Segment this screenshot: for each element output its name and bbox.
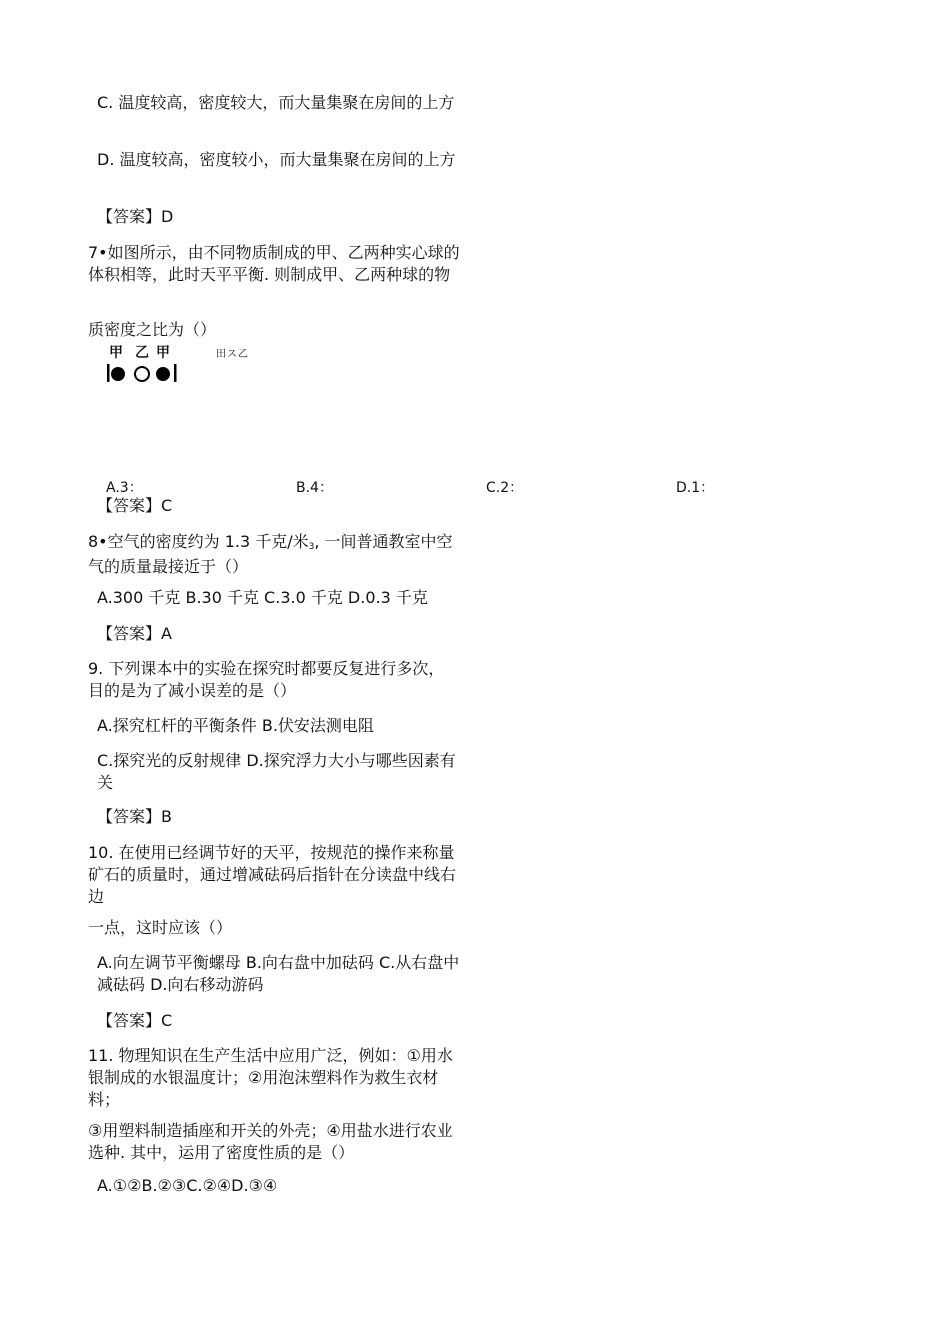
q7-stem: 7•如图所示，由不同物质制成的甲、乙两种实心球的体积相等，此时天平平衡. 则制成甲、乙两种球的物	[88, 243, 460, 284]
q11-stem-cont-block	[88, 1120, 460, 1164]
q8-stem-block	[88, 531, 460, 578]
q9-stem: 9. 下列课本中的实验在探究时都要反复进行多次，目的是为了减小误差的是（）	[88, 659, 445, 700]
q6-option-c-block	[88, 92, 460, 114]
q10-stem-cont: 一点，这时应该（）	[88, 918, 233, 937]
q8-stem-superscript: 3	[308, 542, 315, 552]
q7-option-a: A.3：	[106, 480, 143, 492]
q6-answer-block	[88, 206, 460, 228]
q9-answer: 【答案】B	[97, 807, 172, 826]
q6-option-c: C. 温度较高，密度较大，而大量集聚在房间的上方	[97, 93, 455, 112]
q10-options: A.向左调节平衡螺母 B.向右盘中加砝码 C.从右盘中减砝码 D.向右移动游码	[97, 953, 460, 994]
q10-answer: 【答案】C	[97, 1011, 173, 1030]
jia-ball-left	[111, 367, 125, 381]
q7-stem-cont-block	[88, 319, 460, 341]
q8-answer-block	[88, 623, 460, 645]
figure-label-jia-right: 甲	[156, 345, 170, 361]
q11-stem: 11. 物理知识在生产生活中应用广泛，例如：①用水银制成的水银温度计；②用泡沫塑料作为救生衣材料；	[88, 1046, 453, 1109]
q7-stem-cont: 质密度之比为（）	[88, 320, 217, 339]
q9-options-line-2: C.探究光的反射规律 D.探究浮力大小与哪些因素有关	[97, 751, 456, 792]
figure-label-yi: 乙	[135, 345, 149, 361]
figure-label-extra: 田ス乙	[216, 349, 249, 360]
q6-option-d-block	[88, 149, 460, 171]
balance-balls-graphic	[106, 362, 186, 384]
q8-answer: 【答案】A	[97, 624, 172, 643]
jia-ball-right	[156, 367, 170, 381]
q8-options: A.300 千克 B.30 千克 C.3.0 千克 D.0.3 千克	[97, 588, 428, 607]
q9-stem-block	[88, 658, 460, 702]
yi-ball	[135, 367, 149, 381]
q8-options-block	[88, 587, 460, 609]
q7-answer-block	[88, 495, 460, 517]
q7-option-c: C.2：	[486, 480, 524, 492]
left-pan-edge	[107, 364, 110, 382]
q9-options-b-block	[88, 750, 460, 794]
q7-option-d: D.1：	[676, 480, 715, 492]
q8-stem	[88, 531, 460, 578]
q11-stem-block	[88, 1045, 460, 1111]
q6-option-d: D. 温度较高，密度较小，而大量集聚在房间的上方	[97, 150, 456, 169]
q11-options-block	[88, 1175, 460, 1197]
q10-options-block	[88, 952, 460, 996]
q7-stem-block	[88, 242, 460, 286]
q8-stem-part-b: , 一间普通教室中空气的质量最接近于（）	[88, 532, 453, 576]
q7-answer: 【答案】C	[97, 496, 173, 515]
q10-answer-block	[88, 1010, 460, 1032]
q7-option-b: B.4：	[296, 480, 333, 492]
q8-stem-part-a: 8•空气的密度约为 1.3 千克/米	[88, 532, 309, 551]
q9-answer-block	[88, 806, 460, 828]
q11-stem-cont: ③用塑料制造插座和开关的外壳；④用盐水进行农业选种. 其中，运用了密度性质的是（）	[88, 1121, 453, 1162]
q10-stem: 10. 在使用已经调节好的天平，按规范的操作来称量矿石的质量时，通过增减砝码后指针在分读盘中线右边	[88, 843, 457, 906]
q9-options-line-1: A.探究杠杆的平衡条件 B.伏安法测电阻	[97, 716, 374, 735]
figure-label-jia-left: 甲	[109, 345, 123, 361]
q7-options-row	[0, 478, 950, 492]
q11-options: A.①②B.②③C.②④D.③④	[97, 1176, 278, 1195]
q9-options-a-block	[88, 715, 460, 737]
q10-stem-cont-block	[88, 917, 460, 939]
right-pan-edge	[174, 364, 177, 382]
q10-stem-block	[88, 842, 460, 908]
q7-balance-figure	[106, 346, 306, 388]
q6-answer: 【答案】D	[97, 207, 174, 226]
